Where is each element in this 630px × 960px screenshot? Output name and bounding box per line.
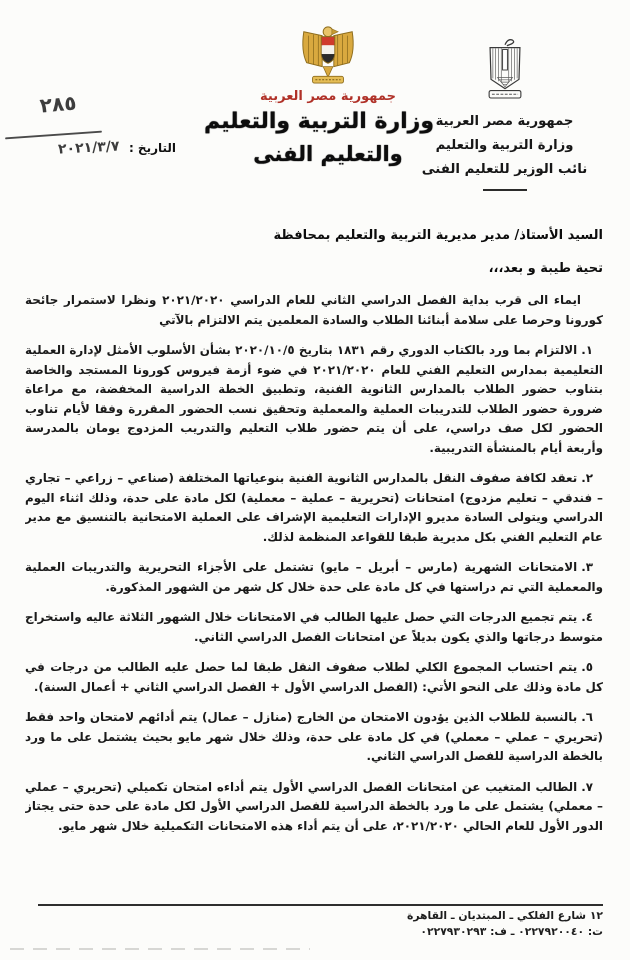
greeting-line: تحية طيبة و بعد،،، bbox=[488, 260, 603, 276]
item-6 bbox=[25, 708, 603, 767]
item-6-number: ٦. bbox=[581, 710, 593, 724]
intro-paragraph: ايماء الى قرب بداية الفصل الدراسي الثاني للعام الدراسي ٢٠٢١/٢٠٢٠ ونظرا لاستمرار جائحة كورونا وحرصا على سلامة أبنائنا الطلاب والسادة المعلمين يتم الالتزام بالآتي bbox=[25, 293, 603, 327]
item-7-text: الطالب المتغيب عن امتحانات الفصل الدراسي الأول يتم أداءه امتحان تكميلي (تحريري – عملي – معملي) يشتمل على ما ورد بالخطة الدراسية للفصل الدراسي الأول لكل مادة على حدة حتى يجتاز الدور الأول للعام الحالي ٢٠٢١/٢٠٢٠، على أن يتم أداء هذه الامتحانات التكميلية خلال شهر مايو. bbox=[25, 779, 603, 833]
logo-ministry-calligraphy-line1: وزارة التربية والتعليم bbox=[204, 109, 434, 134]
footer-address: ١٢ شارع الفلكي ـ المبتديان ـ القاهرة bbox=[406, 909, 603, 922]
footer-divider bbox=[38, 904, 603, 906]
letterhead-divider bbox=[483, 189, 527, 191]
item-5 bbox=[25, 658, 603, 697]
item-2 bbox=[25, 469, 603, 547]
item-2-text: تعقد لكافة صفوف النقل بالمدارس الثانوية الفنية بنوعياتها المختلفة (صناعي – زراعي – تجاري – فندقي – تعليم مزدوج) امتحانات (تحريرية – عملية – معملية) لكل مادة على حدة، وذلك اثناء اليوم الدراسي ويتولى السادة مديرو الإدارات التعليمية الإشراف على العملية الامتحانية بالتنسيق مع مدير عام التعليم الفني بكل مديرية طبقا للقواعد المنظمة لذلك. bbox=[25, 471, 603, 544]
date-row bbox=[2, 140, 176, 156]
item-5-number: ٥. bbox=[581, 660, 593, 674]
item-7 bbox=[25, 778, 603, 837]
item-1 bbox=[25, 341, 603, 458]
item-3 bbox=[25, 558, 603, 597]
date-label: التاريخ : bbox=[128, 141, 176, 155]
item-3-number: ٣. bbox=[581, 560, 593, 574]
ref-number-underline bbox=[5, 131, 102, 140]
eagle-emblem-icon bbox=[477, 36, 533, 104]
ministry-logo bbox=[204, 24, 434, 170]
item-3-text: الامتحانات الشهرية (مارس – أبريل – مايو) تشتمل على الأجزاء التحريرية والتدريبات العملية والمعملية التي تم دراستها في كل مادة على حدة خلال كل شهر من الشهور المذكورة. bbox=[25, 560, 603, 594]
item-1-text: الالتزام بما ورد بالكتاب الدوري رقم ١٨٣١ بتاريخ ٢٠٢٠/١٠/٥ بشأن الأسلوب الأمثل لإدارة العملية التعليمية بمدارس التعليم الفني للعام ٢٠٢١/٢٠٢٠ في ضوء أزمة فيروس كورونا المستجد والخاصة بتناوب حضور الطلاب بالمدارس الثانوية الفنية، وتطبيق الخطة الدراسية المخفضة، مع مراعاة ضرورة حضور الطلاب للتدريبات العملية والمعملية وتحقيق نسب الحضور المقررة وفقا لأيام تناوب الحضور لكل صف دراسي، على أن يتم حضور طلاب التعليم والتدريب المزدوج يومان بالمدرسة وأربعة أيام بالمنشأة التدريبية. bbox=[25, 343, 603, 455]
item-5-text: يتم احتساب المجموع الكلي لطلاب صفوف النقل طبقا لما حصل عليه الطالب من درجات في كل مادة وذلك على النحو الأتي: (الفصل الدراسي الأول + الفصل الدراسي الثاني + أعمال السنة). bbox=[25, 660, 603, 694]
letterhead-ministry: وزارة التربية والتعليم bbox=[435, 138, 574, 153]
handwritten-date: ٢٠٢١/٣/٧ bbox=[57, 138, 120, 158]
letterhead-country: جمهورية مصر العربية bbox=[435, 114, 574, 129]
logo-country-text: جمهورية مصر العربية bbox=[260, 89, 396, 104]
item-7-number: ٧. bbox=[581, 779, 593, 794]
item-6-text: بالنسبة للطلاب الذين يؤدون الامتحان من الخارج (منازل – عمال) يتم أدائهم لامتحان واحد فقط (تحريري – عملي – معملي) في كل مادة على حدة، وذلك خلال شهر مايو بحيث يشتمل على ما ورد بالخطة الدراسية للفصل الدراسي الثاني. bbox=[25, 710, 603, 763]
ministry-logo-eagle-icon bbox=[296, 24, 360, 86]
handwritten-ref-number: ٢٨٥ bbox=[38, 90, 78, 118]
item-2-number: ٢. bbox=[581, 471, 593, 485]
item-4-text: يتم تجميع الدرجات التي حصل عليها الطالب في الامتحانات خلال الشهور الثلاثة عاليه واستخراج متوسط درجاتها والذي يكون بديلاً عن امتحانات الفصل الدراسي الثاني. bbox=[25, 610, 603, 644]
item-1-number: ١. bbox=[581, 343, 593, 357]
footer-phones: ت: ٠٢٢٧٩٢٠٠٤٠ ـ ف: ٠٢٢٧٩٣٠٢٩٣ bbox=[420, 925, 603, 938]
letterhead-deputy-minister: نائب الوزير للتعليم الفنى bbox=[421, 162, 588, 177]
logo-ministry-calligraphy-line2: والتعليم الفنى bbox=[253, 142, 403, 166]
item-4-number: ٤. bbox=[581, 610, 593, 624]
recipient-line: السيد الأستاذ/ مدير مديرية التربية والتعليم بمحافظة bbox=[273, 228, 603, 243]
scan-artifact bbox=[10, 948, 310, 950]
letter-body bbox=[25, 226, 603, 900]
item-4 bbox=[25, 608, 603, 647]
footer bbox=[25, 908, 603, 940]
